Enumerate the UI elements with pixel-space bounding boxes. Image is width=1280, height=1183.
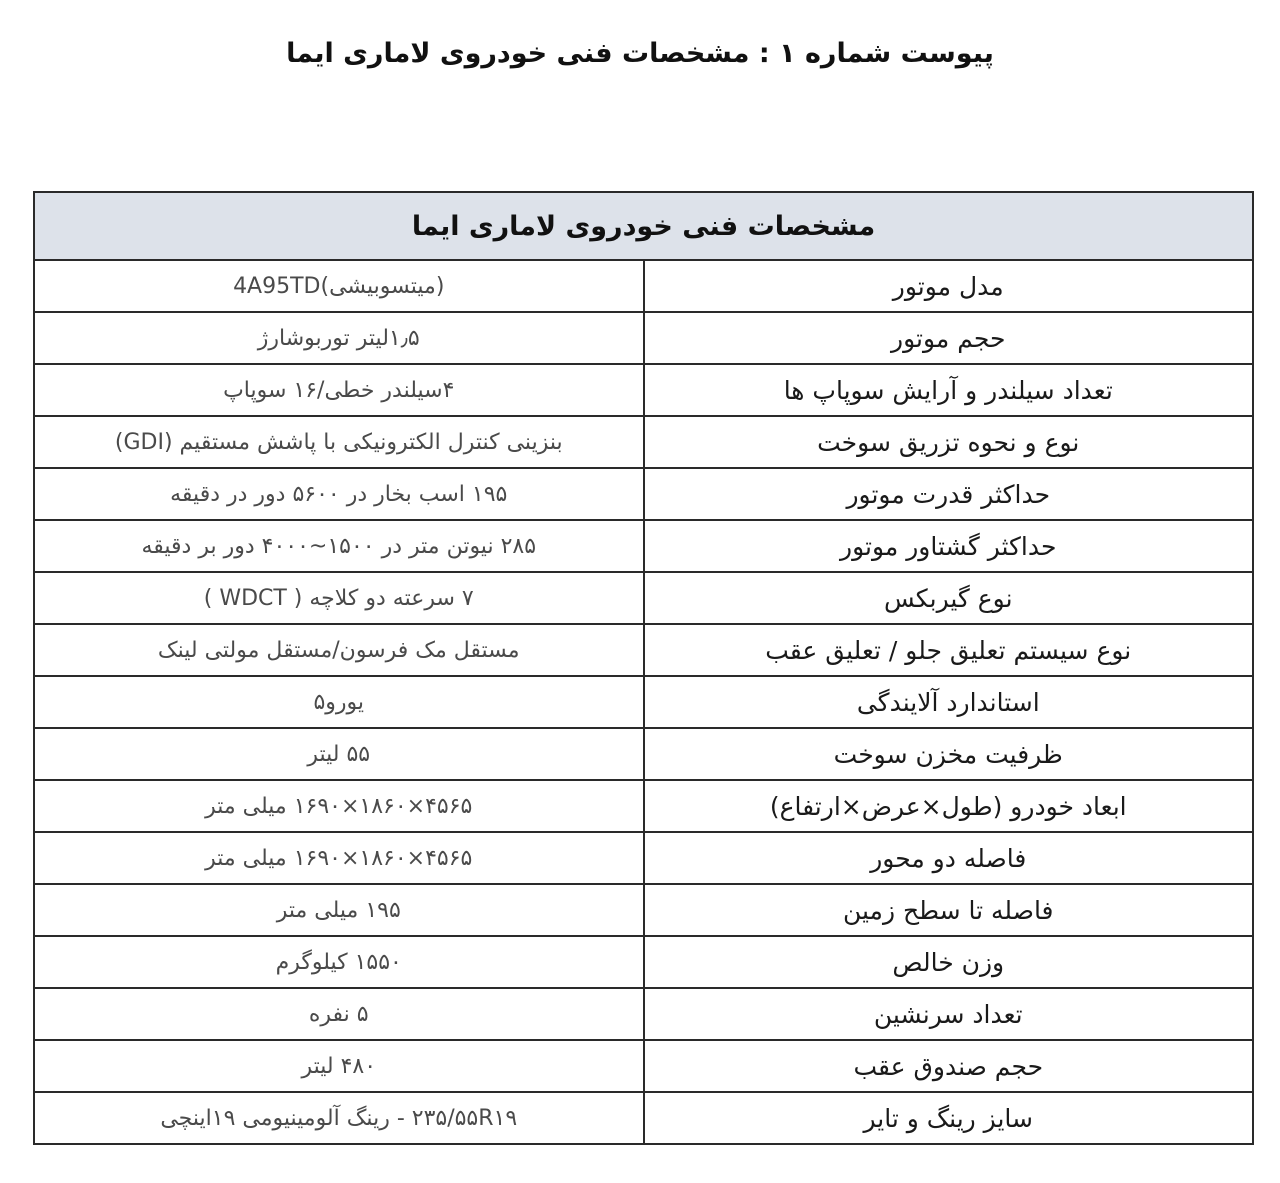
table-row: [34, 624, 1253, 676]
table-row: [34, 260, 1253, 312]
spec-label: فاصله تا سطح زمین: [644, 884, 1254, 936]
spec-label: نوع و نحوه تزریق سوخت: [644, 416, 1254, 468]
spec-label: استاندارد آلایندگی: [644, 676, 1254, 728]
table-row: [34, 312, 1253, 364]
spec-label: نوع سیستم تعلیق جلو / تعلیق عقب: [644, 624, 1254, 676]
table-row: [34, 520, 1253, 572]
spec-value: ۱۹۵ میلی متر: [34, 884, 644, 936]
spec-label: حداکثر گشتاور موتور: [644, 520, 1254, 572]
spec-value: ۴۵۶۵×۱۸۶۰×۱۶۹۰ میلی متر: [34, 832, 644, 884]
table-row: [34, 1040, 1253, 1092]
spec-label: نوع گیربکس: [644, 572, 1254, 624]
spec-label: سایز رینگ و تایر: [644, 1092, 1254, 1144]
spec-value: یورو۵: [34, 676, 644, 728]
spec-value: ۱۵۵۰ کیلوگرم: [34, 936, 644, 988]
table-row: [34, 884, 1253, 936]
table-row: [34, 468, 1253, 520]
table-body: [34, 260, 1253, 1144]
spec-value: ۴۸۰ لیتر: [34, 1040, 644, 1092]
table-row: [34, 364, 1253, 416]
table-row: [34, 416, 1253, 468]
spec-label: فاصله دو محور: [644, 832, 1254, 884]
table-row: [34, 988, 1253, 1040]
spec-value: ۵ نفره: [34, 988, 644, 1040]
spec-value: ۲۳۵/۵۵R۱۹ - رینگ آلومینیومی ۱۹اینچی: [34, 1092, 644, 1144]
spec-value: ۷ سرعته دو کلاچه ( WDCT ): [34, 572, 644, 624]
spec-label: حجم موتور: [644, 312, 1254, 364]
spec-label: تعداد سیلندر و آرایش سوپاپ ها: [644, 364, 1254, 416]
spec-label: مدل موتور: [644, 260, 1254, 312]
table-row: [34, 832, 1253, 884]
table-row: [34, 780, 1253, 832]
spec-label: حجم صندوق عقب: [644, 1040, 1254, 1092]
spec-label: وزن خالص: [644, 936, 1254, 988]
spec-value: (میتسوبیشی)4A95TD: [34, 260, 644, 312]
spec-value: ۴۵۶۵×۱۸۶۰×۱۶۹۰ میلی متر: [34, 780, 644, 832]
spec-label: تعداد سرنشین: [644, 988, 1254, 1040]
table-header-row: [34, 192, 1253, 260]
spec-label: ظرفیت مخزن سوخت: [644, 728, 1254, 780]
spec-value: ۲۸۵ نیوتن متر در ۱۵۰۰~۴۰۰۰ دور بر دقیقه: [34, 520, 644, 572]
document-title: پیوست شماره ۱ : مشخصات فنی خودروی لاماری ایما: [286, 38, 994, 69]
table-header: مشخصات فنی خودروی لاماری ایما: [34, 192, 1253, 260]
spec-value: ۵۵ لیتر: [34, 728, 644, 780]
table-row: [34, 728, 1253, 780]
spec-label: ابعاد خودرو (طول×عرض×ارتفاع): [644, 780, 1254, 832]
table-row: [34, 1092, 1253, 1144]
spec-label: حداکثر قدرت موتور: [644, 468, 1254, 520]
table-row: [34, 936, 1253, 988]
spec-value: ۴سیلندر خطی/۱۶ سوپاپ: [34, 364, 644, 416]
spec-value: ۱۹۵ اسب بخار در ۵۶۰۰ دور در دقیقه: [34, 468, 644, 520]
table-row: [34, 572, 1253, 624]
spec-value: ۱٫۵لیتر توربوشارژ: [34, 312, 644, 364]
spec-value: بنزینی کنترل الکترونیکی با پاشش مستقیم (GDI): [34, 416, 644, 468]
spec-value: مستقل مک فرسون/مستقل مولتی لینک: [34, 624, 644, 676]
table-row: [34, 676, 1253, 728]
spec-table: [33, 191, 1254, 1145]
